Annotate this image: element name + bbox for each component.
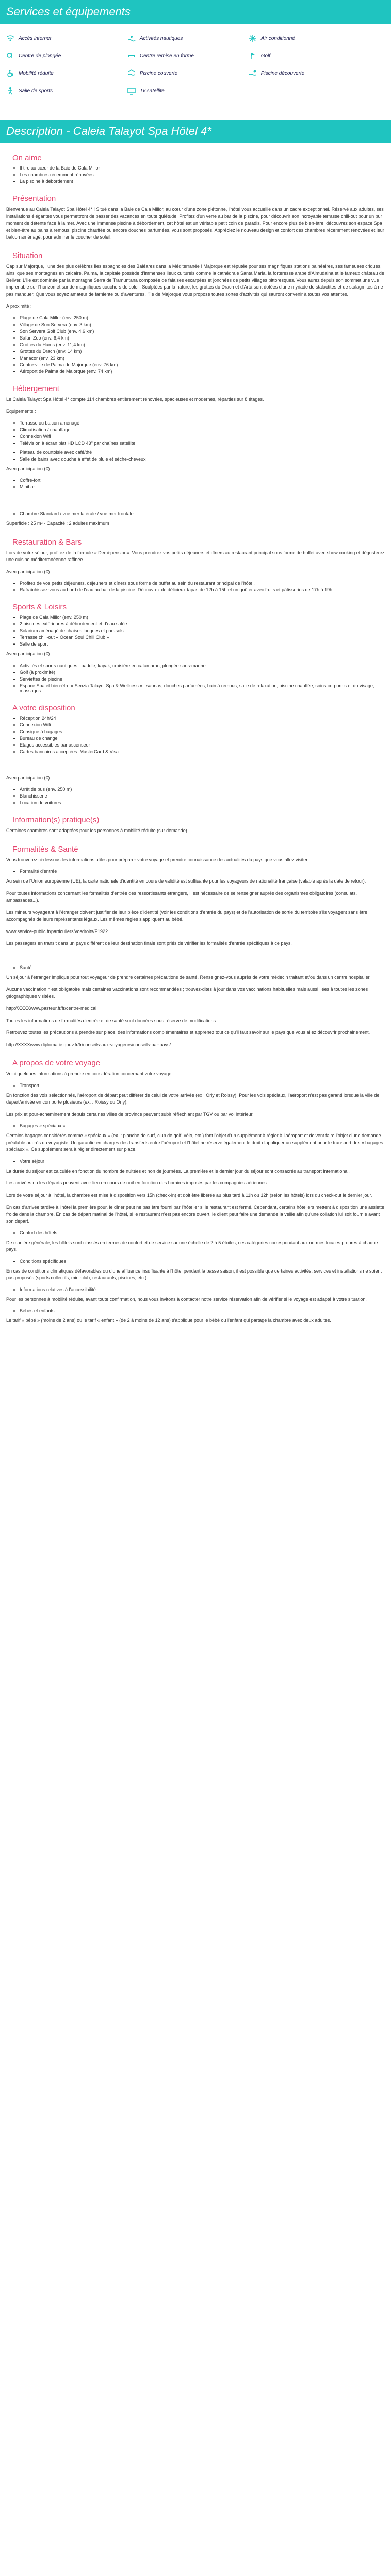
apropos-title: A propos de votre voyage [12, 1059, 101, 1067]
description-heading: Description - Caleia Talayot Spa Hôtel 4* [0, 120, 391, 143]
service-label: Centre remise en forme [139, 53, 194, 59]
apropos-p5: Les arrivées ou les départs peuvent avoir lieu en cours de nuit en fonction des horaires imposés par les compagnies aériennes. [6, 1180, 268, 1185]
list-item: • Grottes du Drach (env. 14 km) [20, 349, 385, 354]
list-item: • Centre-ville de Palma de Majorque (env. 76 km) [20, 362, 385, 367]
situation-text: Cap sur Majorque, l'une des plus célèbres îles espagnoles des Baléares dans la Méditerranée ! Majorque est réputée pour ses magnifiques stations balnéaires, ses fameuses criques, ainsi que ses montagnes en calcaire. Palma, la capitale possède d'immenses lieux culturels comme la cathédrale Santa Maria, la forteresse arabe d'Almudaina et le fameux château de Bellver. L'île est dominée par la montagne Serra de Tramuntana composée de falaises escarpées et jonchées de petits villages pittoresques. Vous aurez depuis son sommet une vue imprenable sur l'horizon et sur de magnifiques couchers de soleil. Sculptées par la nature, les grottes du Drach et d'Artà sont dotées d'une myriade de stalactites et de stalagmites à ne pas manquer. Que vous soyez amateur de farniente ou d'aventures, l'île de Majorque vous propose toutes sortes d'activités qui sauront convenir à toutes vos attentes. [6, 263, 384, 297]
service-label: Piscine couverte [139, 70, 178, 76]
service-label: Activités nautiques [139, 35, 183, 41]
paid-label: Avec participation (€) : [6, 651, 53, 656]
list-item: • Santé [20, 965, 385, 970]
apropos-p7: En cas d'arrivée tardive à l'hôtel la première pour, le dîner peut ne pas être fourni par l'hôtelier si le restaurant est fermé. Cependant, certains hôteliers mettent à disposition une assiette froide dans la chambre. En cas de départ matinal de l'hôtel, si le restaurant n'est pas encore ouvert, le client peut faire une demande la veille afin qu'une collation lui soit fournie avant son départ. [6, 1205, 385, 1224]
services-heading: Services et équipements [0, 0, 391, 24]
service-item [249, 69, 370, 77]
apropos-b2 [6, 1123, 385, 1128]
apropos-p9: En cas de conditions climatiques défavorables ou d'une affluence insuffisante à l'hôtel pendant la basse saison, il est possible que certaines activités, services et installations ne soient pas proposés (sports collectifs, mini-club, restaurants, piscines, etc.). [6, 1268, 382, 1280]
presentation-text: Bienvenue au Caleia Talayot Spa Hôtel 4* ! Situé dans la Baie de Cala Millor, au cœur d'une zone piétonne, l'hôtel vous accueille dans un cadre exceptionnel. Réservé aux adultes, ses installations élégantes vous permettront de passer des vacances en toute quiétude. Profitez d'un verre au bar de la piscine, pour découvrir son incroyable terrasse chill-out pour un pur moment de détente face à la mer. Avec une immense piscine à débordement, cet hôtel est un véritable petit coin de paradis. Pour encore plus de bien-être, découvrez son espace Spa et bien-être au bains à remous, piscine chauffée ou encore douches parfumées, vous sont proposés. Appréciez le nouveau design et confort des chambres récemment rénovées et leur balcon aménagé, pour admirer le coucher de soleil. [6, 207, 384, 240]
formalites-p7: Toutes les informations de formalités d'entrée et de santé sont données sous réserve de modifications. [6, 1018, 217, 1023]
formalites-url2[interactable]: http://XXXXwww.pasteur.fr/fr/centre-medical [6, 1006, 97, 1011]
service-label: Tv satellite [139, 88, 165, 94]
list-item: • Les chambres récemment rénovées [20, 172, 385, 177]
list-item: • Consigne à bagages [20, 729, 385, 734]
list-item: • Salle de sport [20, 641, 385, 647]
apropos-p10: Pour les personnes à mobilité réduite, avant toute confirmation, nous vous invitons à contacter notre service réservation afin de vérifier si le voyage est adapté à votre situation. [6, 1296, 367, 1302]
apropos-p4: La durée du séjour est calculée en fonction du nombre de nuitées et non de journées. La première et le dernier jour du séjour sont consacrés au transport international. [6, 1168, 350, 1174]
tv-icon [127, 87, 136, 95]
hebergement-text: Le Caleia Talayot Spa Hôtel 4* compte 114 chambres entièrement rénovées, spacieuses et modernes, réparties sur 8 étages. [6, 396, 264, 402]
list-item: • Activités et sports nautiques : paddle, kayak, croisière en catamaran, plongée sous-marine... [20, 663, 385, 668]
list-item: • Cartes bancaires acceptées: MasterCard & Visa [20, 749, 385, 754]
list-item: • Bagages « spéciaux » [20, 1123, 385, 1128]
restauration-title: Restauration & Bars [12, 537, 82, 547]
sports-paid-list [6, 663, 385, 693]
formalites-p2: Pour toutes informations concernant les formalités d'entrée des ressortissants étrangers, il est nécessaire de se renseigner auprès des organismes obligatoires (consulats, ambassades...). [6, 890, 357, 903]
list-item: • Chambre Standard / vue mer latérale / vue mer frontale [20, 511, 385, 516]
service-item [6, 34, 127, 42]
diving-icon [6, 52, 14, 60]
paid-label: Avec participation (€) : [6, 466, 53, 471]
apropos-p6: Lors de votre séjour à l'hôtel, la chambre est mise à disposition vers 15h (check-in) et doit être libérée au plus tard à 11h ou 12h (selon les hôtels) lors du check-out le dernier jour. [6, 1192, 372, 1198]
service-item [127, 69, 249, 77]
service-item [6, 52, 127, 60]
list-item: • Bébés et enfants [20, 1308, 385, 1313]
formalites-url3[interactable]: http://XXXXwww.diplomatie.gouv.fr/fr/conseils-aux-voyageurs/conseils-par-pays/ [6, 1042, 171, 1047]
apropos-b1 [6, 1083, 385, 1088]
sports-title: Sports & Loisirs [12, 603, 67, 612]
formalites-p1: Au sein de l'Union européenne (UE), la carte nationale d'identité en cours de validité est suffisante pour les voyageurs de nationalité française (valable après la date de retour). [6, 878, 366, 884]
service-label: Piscine découverte [260, 70, 305, 76]
restauration-text: Lors de votre séjour, profitez de la formule « Demi-pension». Vous prendrez vos petits déjeuners et dîners au restaurant principal sous forme de buffet avec show cooking et dégusterez une cuisine méditerranéenne raffinée. [6, 550, 385, 562]
list-item: • Serviettes de piscine [20, 676, 385, 682]
list-item: • Grottes du Hams (env. 11,4 km) [20, 342, 385, 347]
list-item: • Informations relatives à l'accessibilité [20, 1287, 385, 1292]
wifi-icon [6, 34, 14, 42]
pratiques-title: Information(s) pratique(s) [12, 816, 100, 824]
apropos-p11: Le tarif « bébé » (moins de 2 ans) ou le tarif « enfant » (de 2 à moins de 12 ans) s'applique pour le bébé ou l'enfant qui partage la chambre avec deux adultes. [6, 1318, 331, 1323]
list-item: • Village de Son Servera (env. 3 km) [20, 322, 385, 327]
list-item: • Espace Spa et bien-être « Senzia Talayot Spa & Wellness » : saunas, douches parfumées, bain à remous, salle de relaxation, piscine chauffée, soins corporels et du visage, massages... [20, 683, 385, 693]
list-item: • Conditions spécifiques [20, 1259, 385, 1264]
list-item: • La piscine à débordement [20, 179, 385, 184]
formalites-intro: Vous trouverez ci-dessous les informations utiles pour préparer votre voyage et prendre connaissance des actualités du pays que vous allez visiter. [6, 857, 309, 862]
list-item: • Coffre-fort [20, 478, 385, 483]
pratiques-text: Certaines chambres sont adaptées pour les personnes à mobilité réduite (sur demande). [6, 828, 189, 833]
indoor-pool-icon [127, 69, 136, 77]
room-list [6, 511, 385, 516]
formalites-b1 [6, 869, 385, 874]
formalites-p6: Aucune vaccination n'est obligatoire mais certaines vaccinations sont recommandées ; trouvez-dites à jour dans vos vaccinations habituelles mais aussi liées à toutes les zones géographiques visitées. [6, 987, 368, 999]
list-item: • Son Servera Golf Club (env. 4,6 km) [20, 329, 385, 334]
equip-list [6, 420, 385, 446]
list-item: • Blanchisserie [20, 793, 385, 799]
service-label: Golf [260, 53, 271, 59]
list-item: • Etages accessibles par ascenseur [20, 742, 385, 748]
on-aime-title: On aime [12, 154, 42, 162]
service-label: Mobilité réduite [19, 70, 54, 76]
formalites-b2 [6, 965, 385, 970]
paid-list [6, 478, 385, 489]
service-item [249, 52, 370, 60]
water-sports-icon [127, 34, 136, 42]
list-item: • Formalité d'entrée [20, 869, 385, 874]
list-item: • Salle de bains avec douche à effet de pluie et sèche-cheveux [20, 456, 385, 462]
list-item: • Manacor (env. 23 km) [20, 355, 385, 361]
formalites-url1[interactable]: www.service-public.fr/particuliers/vosdroits/F1922 [6, 928, 108, 934]
description-content [0, 154, 391, 1325]
list-item: • Arrêt de bus (env. 250 m) [20, 787, 385, 792]
list-item: • 2 piscines extérieures à débordement et d'eau salée [20, 621, 385, 626]
list-item: • Golf (à proximité) [20, 670, 385, 675]
disposition-paid-list [6, 787, 385, 805]
list-item: • Aéroport de Palma de Majorque (env. 74 km) [20, 369, 385, 374]
list-item: • Télévision à écran plat HD LCD 43" par chaînes satellite [20, 440, 385, 446]
disposition-list [6, 716, 385, 754]
service-item [127, 87, 249, 95]
gym-icon [6, 87, 14, 95]
service-label: Salle de sports [19, 88, 53, 94]
apropos-p3: Certains bagages considérés comme « spéciaux » (ex. : planche de surf, club de golf, vélo, etc.) font l'objet d'un supplément à régler à l'aéroport et doivent faire l'objet d'une demande préalable auprès du voyagiste. Un garantie en charges des transferts entre l'aéroport et l'hôtel ne réserve également le droit d'appliquer un supplément pour le transport des « bagages spéciaux ». Ce supplément sera à régler directement sur place. [6, 1133, 383, 1152]
list-item: • Solarium aménagé de chaises longues et parasols [20, 628, 385, 633]
formalites-p8: Retrouvez toutes les précautions à prendre sur place, des informations complémentaires et apprenez tout ce qu'il faut savoir sur le pays que vous allez découvrir prochainement. [6, 1030, 370, 1035]
apropos-b4 [6, 1230, 385, 1235]
list-item: • Connexion Wifi [20, 722, 385, 727]
list-item: • Profitez de vos petits déjeuners, déjeuners et dîners sous forme de buffet au sein du restaurant principal de l'hôtel. [20, 581, 385, 586]
restauration-paid-list [6, 581, 385, 592]
list-item: • Confort des hôtels [20, 1230, 385, 1235]
formalites-title: Formalités & Santé [12, 844, 78, 854]
apropos-p8: De manière générale, les hôtels sont classés en termes de confort et de service sur une échelle de 2 à 5 étoiles, ces catégories correspondant aux normes locales propres à chaque pays. [6, 1240, 378, 1252]
services-grid [0, 24, 391, 104]
hebergement-title: Hébergement [12, 384, 59, 393]
service-item [127, 52, 249, 60]
fitness-icon [127, 52, 136, 60]
list-item: • Plateau de courtoisie avec café/thé [20, 450, 385, 455]
equip-list-2 [6, 450, 385, 462]
list-item: • Minibar [20, 484, 385, 489]
service-label: Accès internet [19, 35, 52, 41]
list-item: • Safari Zoo (env. 6,4 km) [20, 335, 385, 341]
list-item: • Plage de Cala Millor (env. 250 m) [20, 315, 385, 320]
apropos-p2: Les prix et pour-acheminement depuis certaines villes de province peuvent subir réflechiant par TGV ou par vol intérieur. [6, 1111, 254, 1117]
outdoor-pool-icon [249, 69, 257, 77]
apropos-b5 [6, 1259, 385, 1264]
list-item: • Connexion Wifi [20, 434, 385, 439]
service-item [6, 69, 127, 77]
apropos-b6 [6, 1287, 385, 1292]
apropos-b7 [6, 1308, 385, 1313]
list-item: • Rafraîchissez-vous au bord de l'eau au bar de la piscine. Découvrez de délicieux tapas de 12h à 15h et un goûter avec fruits et pâtisseries de 17h à 19h. [20, 587, 385, 592]
list-item: • Terrasse ou balcon aménagé [20, 420, 385, 426]
list-item: • Terrasse chill-out « Ocean Soul Chill Club » [20, 635, 385, 640]
apropos-intro: Voici quelques informations à prendre en considération concernant votre voyage. [6, 1071, 173, 1076]
paid-label: Avec participation (€) : [6, 569, 53, 574]
list-item: • Location de voitures [20, 800, 385, 805]
snowflake-icon [249, 34, 257, 42]
on-aime-list [6, 165, 385, 184]
service-item [127, 34, 249, 42]
golf-icon [249, 52, 257, 60]
list-item: • Bureau de change [20, 736, 385, 741]
service-label: Air conditionné [260, 35, 295, 41]
list-item: • Votre séjour [20, 1159, 385, 1164]
proximity-label: A proximité : [6, 303, 32, 309]
surface-text: Superficie : 25 m² - Capacité : 2 adultes maximum [6, 521, 109, 526]
formalites-p5: Un séjour à l'étranger implique pour tout voyageur de prendre certaines précautions de santé. Renseignez-vous auprès de votre médecin traitant et/ou dans un centre hospitalier. [6, 974, 371, 980]
formalites-p3: Les mineurs voyageant à l'étranger doivent justifier de leur pièce d'identité (voir les conditions d'entrée du pays) et de l'autorisation de sortie du territoire s'ils voyagent sans être accompagnés de leurs représentants légaux. Les mêmes règles s'appliquent au bébé. [6, 909, 367, 922]
list-item: • Transport [20, 1083, 385, 1088]
proximity-list [6, 315, 385, 374]
wheelchair-icon [6, 69, 14, 77]
formalites-p4: Les passagers en transit dans un pays différent de leur destination finale sont priés de vérifier les formalités d'entrée spécifiques à ce pays. [6, 941, 292, 946]
list-item: • Climatisation / chauffage [20, 427, 385, 432]
apropos-b3 [6, 1159, 385, 1164]
list-item: • Plage de Cala Millor (env. 250 m) [20, 615, 385, 620]
list-item: • Réception 24h/24 [20, 716, 385, 721]
list-item: • Il tire au cœur de la Baie de Cala Millor [20, 165, 385, 171]
apropos-p1: En fonction des vols sélectionnés, l'aéroport de départ peut différer de celui de votre arrivée (ex : Orly et Roissy). Pour les vols spéciaux, l'aéroport n'est pas garanti lorsque la ville de départ/arrivée en comporte plusieurs (ex. : Roissy ou Orly). [6, 1092, 380, 1105]
equip-label: Equipements : [6, 409, 36, 414]
presentation-title: Présentation [12, 194, 56, 203]
disposition-title: A votre disposition [12, 703, 75, 713]
service-item [6, 87, 127, 95]
sports-list [6, 615, 385, 647]
paid-label: Avec participation (€) : [6, 775, 53, 781]
situation-title: Situation [12, 251, 43, 260]
service-label: Centre de plongée [19, 53, 61, 59]
service-item [249, 34, 370, 42]
